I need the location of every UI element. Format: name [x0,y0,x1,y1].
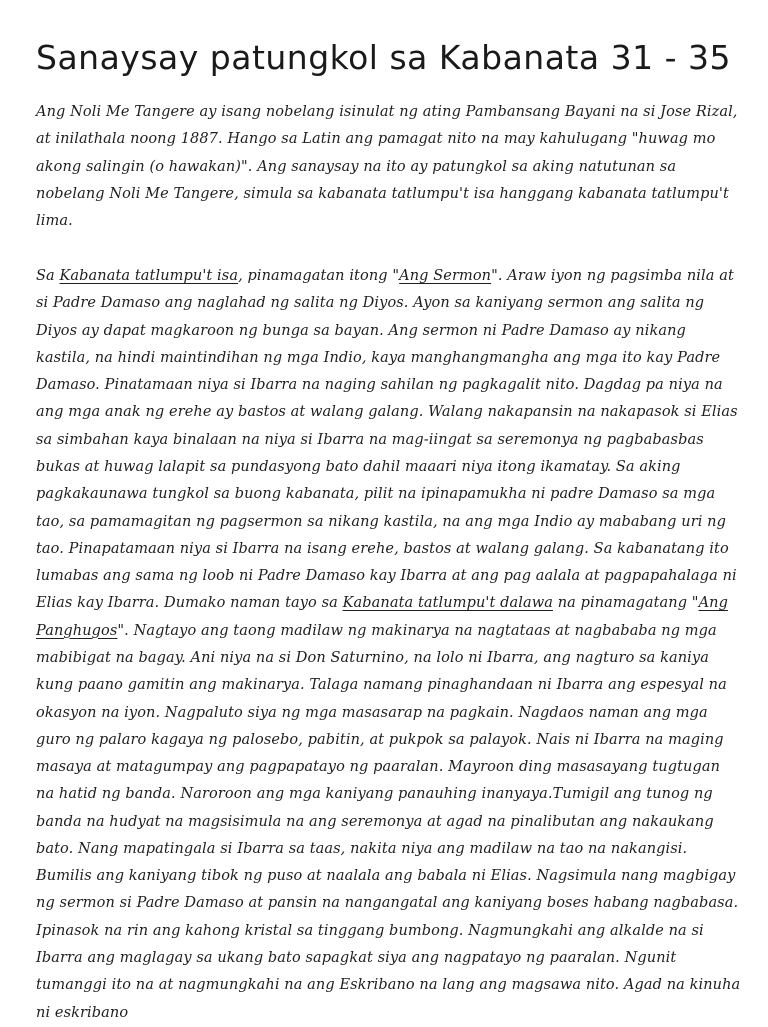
chapter-32-title: Ang Panghugos [36,595,728,639]
chapter-32-summary: ". Nagtayo ang taong madilaw ng makinarya na nagtataas at nagbababa ng mga mabibigat na bagay. Ani niya na si Don Saturnino, na lolo ni Ibarra, ang nagturo sa kaniya kung paano gamitin ang makinarya. Talaga namang pinaghandaan ni Ibarra ang espesyal na okasyon na iyon. Nagpaluto siya ng mga masasarap na pagkain. Nagdaos naman ang mga guro ng palaro kagaya ng palosebo, pabitin, at pukpok sa palayok. Nais ni Ibarra na maging masaya at matagumpay ang pagpapatayo ng paaralan. Mayroon ding masasayang tugtugan na hatid ng banda. Naroroon ang mga kaniyang panauhing inanyaya.Tumigil ang tunog ng banda na hudyat na magsisimula na ang seremonya at agad na pinalibutan ang nakaukang bato. Nang mapatingala si Ibarra sa taas, nakita niya ang madilaw na tao na nakangisi. Bumilis ang kaniyang tibok ng puso at naalala ang babala ni Elias. Nagsimula nang magbigay ng sermon si Padre Damaso at pansin na nangangatal ang kaniyang boses habang nagbabasa. Ipinasok na rin ang kahong kristal sa tinggang bumbong. Nagmungkahi ang alkalde na si Ibarra ang maglagay sa ukang bato sapagkat siya ang nagpatayo ng paaralan. Ngunit tumanggi ito na at nagmungkahi na ang Eskribano na lang ang magsawa nito. Agad na kinuha ni eskribano [36,622,741,1021]
chapter-31-label: Kabanata tatlumpu't isa [59,268,239,284]
chapter-32-label: Kabanata tatlumpu't dalawa [342,595,553,612]
intro-paragraph: Ang Noli Me Tangere ay isang nobelang isinulat ng ating Pambansang Bayani na si Jose Rizal, at inilathala noong 1887. Hango sa Latin ang pamagat nito na may kahulugang "huwag mo akong salingin (o hawakan)". Ang sanaysay na ito ay patungkol sa aking natutunan sa nobelang Noli Me Tangere, simula sa kabanata tatlumpu't isa hanggang kabanata tatlumpu't lima. [36,104,738,230]
chapter-31-intro-text: , pinamagatan itong " [238,268,400,284]
chapters-paragraph [36,263,742,1027]
chapter-32-intro-text: na pinamagatang " [552,595,699,612]
page-title: Sanaysay patungkol sa Kabanata 31 - 35 [36,38,731,77]
chapter-31-summary: ". Araw iyon ng pagsimba nila at si Padre Damaso ang naglahad ng salita ng Diyos. Ayon sa kaniyang sermon ang salita ng Diyos ay dapat magkaroon ng bunga sa bayan. Ang sermon ni Padre Damaso ay nikang kastila, na hindi maintindihan ng mga Indio, kaya manghangmangha ang mga ito kay Padre Damaso. Pinatamaan niya si Ibarra na naging sahilan ng pagkagalit nito. Dagdag pa niya na ang mga anak ng erehe ay bastos at walang galang. Walang nakapansin na nakapasok si Elias sa simbahan kaya binalaan na niya si Ibarra na mag-iingat sa seremonya ng pagbabasbas bukas at huwag lalapit sa pundasyong bato dahil maaari niya itong ikamatay. Sa aking pagkakaunawa tungkol sa buong kabanata, pilit na ipinapamukha ni padre Damaso sa mga tao, sa pamamagitan ng pagsermon sa nikang kastila, na ang mga Indio ay mababang uri ng tao. Pinapatamaan niya si Ibarra na isang erehe, bastos at walang galang. Sa kabanatang ito lumabas ang sama ng loob ni Padre Damaso kay Ibarra at ang pag aalala at pagpapahalaga ni Elias kay Ibarra. Dumako naman tayo sa [36,268,738,612]
paragraph-lead: Sa [36,268,60,284]
chapter-31-title: Ang Sermon [399,268,492,284]
